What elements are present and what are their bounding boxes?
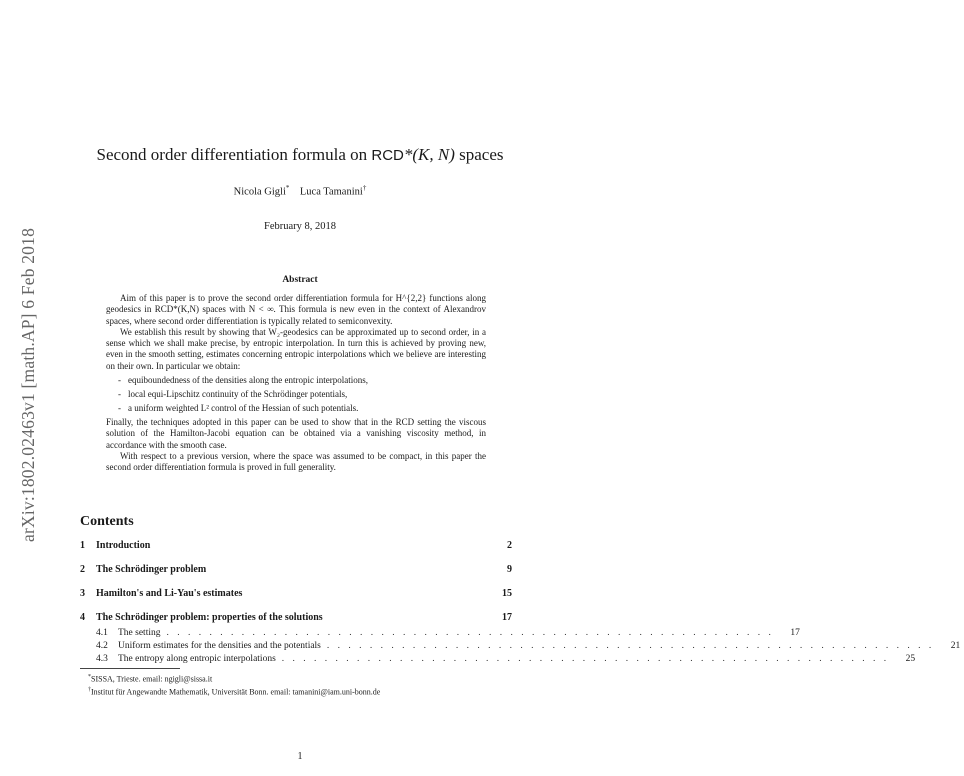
toc-section-label: Hamilton's and Li-Yau's estimates <box>96 588 243 599</box>
toc-dot-leader: . . . . . . . . . . . . . . . . . . . . . . . . . . . . . . . . . . . . . . . . . . . . . . . . . . . . . . . . . <box>281 654 890 664</box>
toc-subsection-page: 21 <box>950 641 961 651</box>
authors <box>0 184 600 198</box>
toc-subsection-page: 25 <box>905 654 916 664</box>
toc-section-number: 4 <box>80 612 85 623</box>
author-name: Nicola Gigli <box>233 186 286 198</box>
footnote <box>80 685 380 698</box>
contents-heading: Contents <box>80 514 134 529</box>
title-math: *(K, N) <box>403 145 455 164</box>
toc-section-label: Introduction <box>96 540 151 551</box>
bullet-text: a uniform weighted L² control of the Hessian of such potentials. <box>128 402 359 413</box>
toc-section-page: 2 <box>507 540 512 551</box>
abstract-heading: Abstract <box>282 275 318 285</box>
paper-title <box>0 145 600 165</box>
toc-section[interactable] <box>80 612 516 626</box>
author-mark: * <box>285 184 290 192</box>
title-rcd: RCD <box>371 147 404 164</box>
abstract-paragraph: Aim of this paper is to prove the second order differentiation formula for H^{2,2} functions along geodesics in RCD*(K,N) spaces with N < ∞. This formula is new even in the context of Alexandrov spaces, where second order differentiation is typically related to semiconvexity. <box>106 293 486 326</box>
toc-section-label: The Schrödinger problem <box>96 564 207 575</box>
toc-subsection-number: 4.3 <box>96 654 108 664</box>
abstract-bullet: - a uniform weighted L² control of the Hessian of such potentials. <box>118 402 359 413</box>
arxiv-identifier: arXiv:1802.02463v1 [math.AP] 6 Feb 2018 <box>18 227 38 542</box>
toc-dot-leader: . . . . . . . . . . . . . . . . . . . . . . . . . . . . . . . . . . . . . . . . . . . . . . . . . . . . . . . . . <box>166 628 774 638</box>
toc-subsection-number: 4.2 <box>96 641 108 651</box>
toc-section[interactable] <box>80 540 516 554</box>
toc-subsection[interactable] <box>96 654 916 667</box>
footnote <box>80 672 380 685</box>
footnotes <box>80 672 380 697</box>
toc-subsection[interactable] <box>96 641 961 654</box>
toc-section[interactable] <box>80 588 516 602</box>
publication-date: February 8, 2018 <box>263 221 337 232</box>
toc-section-label: The Schrödinger problem: properties of the solutions <box>96 612 323 623</box>
toc-section-number: 3 <box>80 588 85 599</box>
title-prefix: Second order differentiation formula on <box>96 145 372 164</box>
footnote-rule <box>80 668 180 669</box>
abstract-bullet-list <box>106 375 486 414</box>
toc-dot-leader: . . . . . . . . . . . . . . . . . . . . . . . . . . . . . . . . . . . . . . . . . . . . . . . . . . . . . . . . . <box>326 641 935 651</box>
author-name: Luca Tamanini <box>299 186 363 198</box>
abstract-paragraph: Finally, the techniques adopted in this paper can be used to show that in the RCD setting the viscous solution of the Hamilton-Jacobi equation can be obtained via a vanishing viscosity method, in accordance with the smooth case. <box>106 416 486 450</box>
abstract-paragraph: We establish this result by showing that W₂-geodesics can be approximated up to second order, in a sense which we shall make precise, by entropic interpolation. In turn this is achieved by proving new, even in the smooth setting, estimates concerning entropic interpolations which we believe are interesting on their own. In particular we obtain: <box>106 326 486 371</box>
page-number: 1 <box>297 751 303 762</box>
bullet-text: local equi-Lipschitz continuity of the Schrödinger potentials, <box>128 388 348 399</box>
toc-subsection-page: 17 <box>790 628 800 638</box>
abstract-body <box>106 293 486 473</box>
toc-subsection-number: 4.1 <box>96 628 108 638</box>
footnote-mark: * <box>88 674 91 680</box>
toc-section-number: 1 <box>80 540 85 551</box>
toc-section[interactable] <box>80 564 516 578</box>
toc-subsection[interactable] <box>96 628 800 641</box>
footnote-text: Institut für Angewandte Mathematik, Universität Bonn. email: tamanini@iam.uni-bonn.de <box>91 687 381 697</box>
author-mark: † <box>362 184 367 192</box>
toc-subsection-label: The entropy along entropic interpolations <box>118 654 276 664</box>
toc-section-page: 15 <box>502 588 512 599</box>
toc-section-number: 2 <box>80 564 85 575</box>
toc-subsection-label: The setting <box>118 628 161 638</box>
abstract-paragraph: With respect to a previous version, where the space was assumed to be compact, in this paper the second order differentiation formula is proved in full generality. <box>106 450 486 473</box>
abstract-bullet: - equiboundedness of the densities along the entropic interpolations, <box>118 375 368 386</box>
toc-subsection-label: Uniform estimates for the densities and the potentials <box>118 641 321 651</box>
toc-section-page: 17 <box>502 612 512 623</box>
toc-section-page: 9 <box>507 564 512 575</box>
footnote-text: SISSA, Trieste. email: ngigli@sissa.it <box>91 674 213 684</box>
abstract-bullet: - local equi-Lipschitz continuity of the Schrödinger potentials, <box>118 388 348 399</box>
title-suffix: spaces <box>454 145 504 164</box>
bullet-text: equiboundedness of the densities along the entropic interpolations, <box>128 375 368 386</box>
footnote-mark: † <box>88 686 91 693</box>
